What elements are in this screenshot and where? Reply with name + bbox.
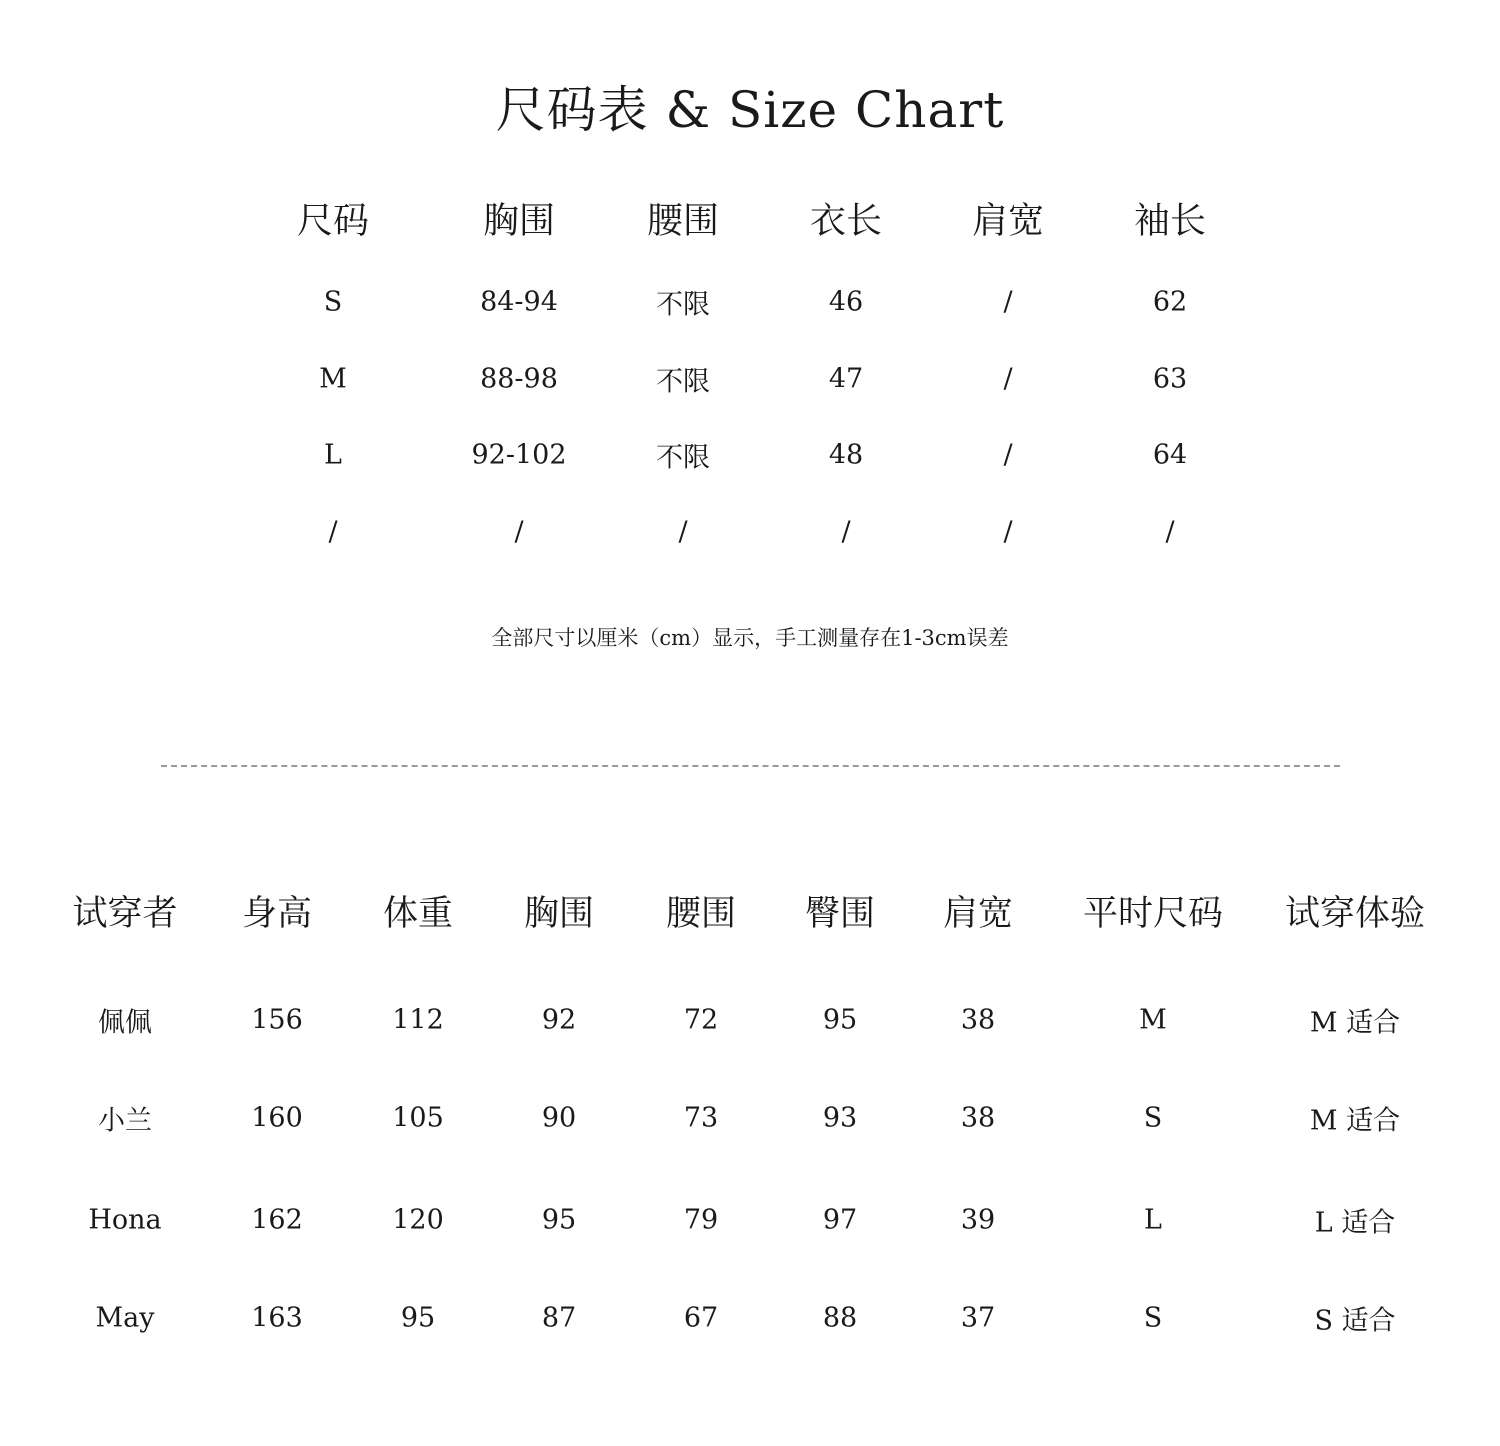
size-table-header: 胸围: [482, 200, 556, 242]
size-table-cell: /: [1003, 286, 1013, 318]
fit-table-cell: S: [1143, 1102, 1163, 1134]
measurement-note: 全部尺寸以厘米（cm）显示，手工测量存在1-3cm误差: [491, 626, 1009, 650]
fit-table-cell: Hona: [88, 1204, 162, 1236]
fit-table-cell: 73: [683, 1102, 719, 1134]
fit-table-cell: 156: [251, 1004, 303, 1036]
size-table-cell: 88-98: [480, 363, 558, 395]
fit-table-cell: 92: [541, 1004, 577, 1036]
fit-table-cell: 95: [400, 1302, 436, 1334]
fit-table-cell: 38: [960, 1102, 996, 1134]
size-table-cell: 不限: [656, 289, 710, 321]
fit-table-cell: L: [1144, 1204, 1162, 1236]
fit-table-cell: 90: [541, 1102, 577, 1134]
fit-table-cell: 163: [251, 1302, 303, 1334]
size-table-cell: /: [514, 516, 524, 548]
fit-table-cell: S 适合: [1314, 1305, 1396, 1337]
size-table-header: 袖长: [1133, 200, 1207, 242]
fit-table-cell: M: [1139, 1004, 1167, 1036]
fit-table-header: 体重: [382, 894, 454, 934]
size-table-cell: 92-102: [471, 439, 567, 471]
fit-table-cell: 95: [822, 1004, 858, 1036]
size-table-cell: /: [328, 516, 338, 548]
fit-table-cell: 97: [822, 1204, 858, 1236]
fit-table-cell: S: [1143, 1302, 1163, 1334]
size-table-cell: 不限: [656, 442, 710, 474]
fit-table-cell: 37: [960, 1302, 996, 1334]
fit-table-cell: 39: [960, 1204, 996, 1236]
section-divider: [161, 765, 1340, 767]
fit-table-header: 腰围: [665, 894, 737, 934]
size-table-header: 尺码: [296, 200, 370, 242]
fit-table-header: 胸围: [523, 894, 595, 934]
fit-table-cell: 95: [541, 1204, 577, 1236]
fit-table-cell: 88: [822, 1302, 858, 1334]
size-table-cell: 62: [1152, 286, 1188, 318]
fit-table-cell: 38: [960, 1004, 996, 1036]
fit-table-cell: 佩佩: [98, 1007, 152, 1039]
fit-table-cell: 93: [822, 1102, 858, 1134]
fit-table-cell: May: [95, 1302, 155, 1334]
size-table-cell: 84-94: [480, 286, 558, 318]
fit-table-cell: 72: [683, 1004, 719, 1036]
fit-table-header: 身高: [241, 894, 313, 934]
size-table-cell: /: [841, 516, 851, 548]
fit-table-cell: 小兰: [98, 1105, 152, 1137]
fit-table-cell: 79: [683, 1204, 719, 1236]
fit-table-cell: L 适合: [1314, 1207, 1396, 1239]
fit-table-cell: 120: [392, 1204, 444, 1236]
size-table-cell: 48: [828, 439, 864, 471]
size-table-header: 肩宽: [971, 200, 1045, 242]
fit-table-header: 臀围: [804, 894, 876, 934]
size-table-header: 衣长: [809, 200, 883, 242]
size-table-cell: 64: [1152, 439, 1188, 471]
size-table-cell: /: [1003, 363, 1013, 395]
fit-table-cell: 67: [683, 1302, 719, 1334]
size-table-cell: /: [1165, 516, 1175, 548]
size-table-cell: /: [1003, 516, 1013, 548]
page-title: 尺码表 & Size Chart: [495, 81, 1005, 139]
size-table-cell: 46: [828, 286, 864, 318]
fit-table-cell: 162: [251, 1204, 303, 1236]
fit-table-header: 平时尺码: [1082, 894, 1224, 934]
size-table-cell: S: [323, 286, 343, 318]
fit-table-header: 肩宽: [942, 894, 1014, 934]
size-table-cell: M: [319, 363, 347, 395]
fit-table-header: 试穿体验: [1284, 894, 1426, 934]
size-table-header: 腰围: [646, 200, 720, 242]
fit-table-cell: 87: [541, 1302, 577, 1334]
fit-table-cell: 105: [392, 1102, 444, 1134]
size-table-cell: 不限: [656, 366, 710, 398]
fit-table-cell: M 适合: [1309, 1007, 1401, 1039]
size-table-cell: L: [324, 439, 342, 471]
size-table-cell: 63: [1152, 363, 1188, 395]
fit-table-cell: M 适合: [1309, 1105, 1401, 1137]
size-table-cell: /: [1003, 439, 1013, 471]
size-table-cell: /: [678, 516, 688, 548]
fit-table-header: 试穿者: [72, 894, 178, 934]
fit-table-cell: 112: [392, 1004, 444, 1036]
size-table-cell: 47: [828, 363, 864, 395]
fit-table-cell: 160: [251, 1102, 303, 1134]
